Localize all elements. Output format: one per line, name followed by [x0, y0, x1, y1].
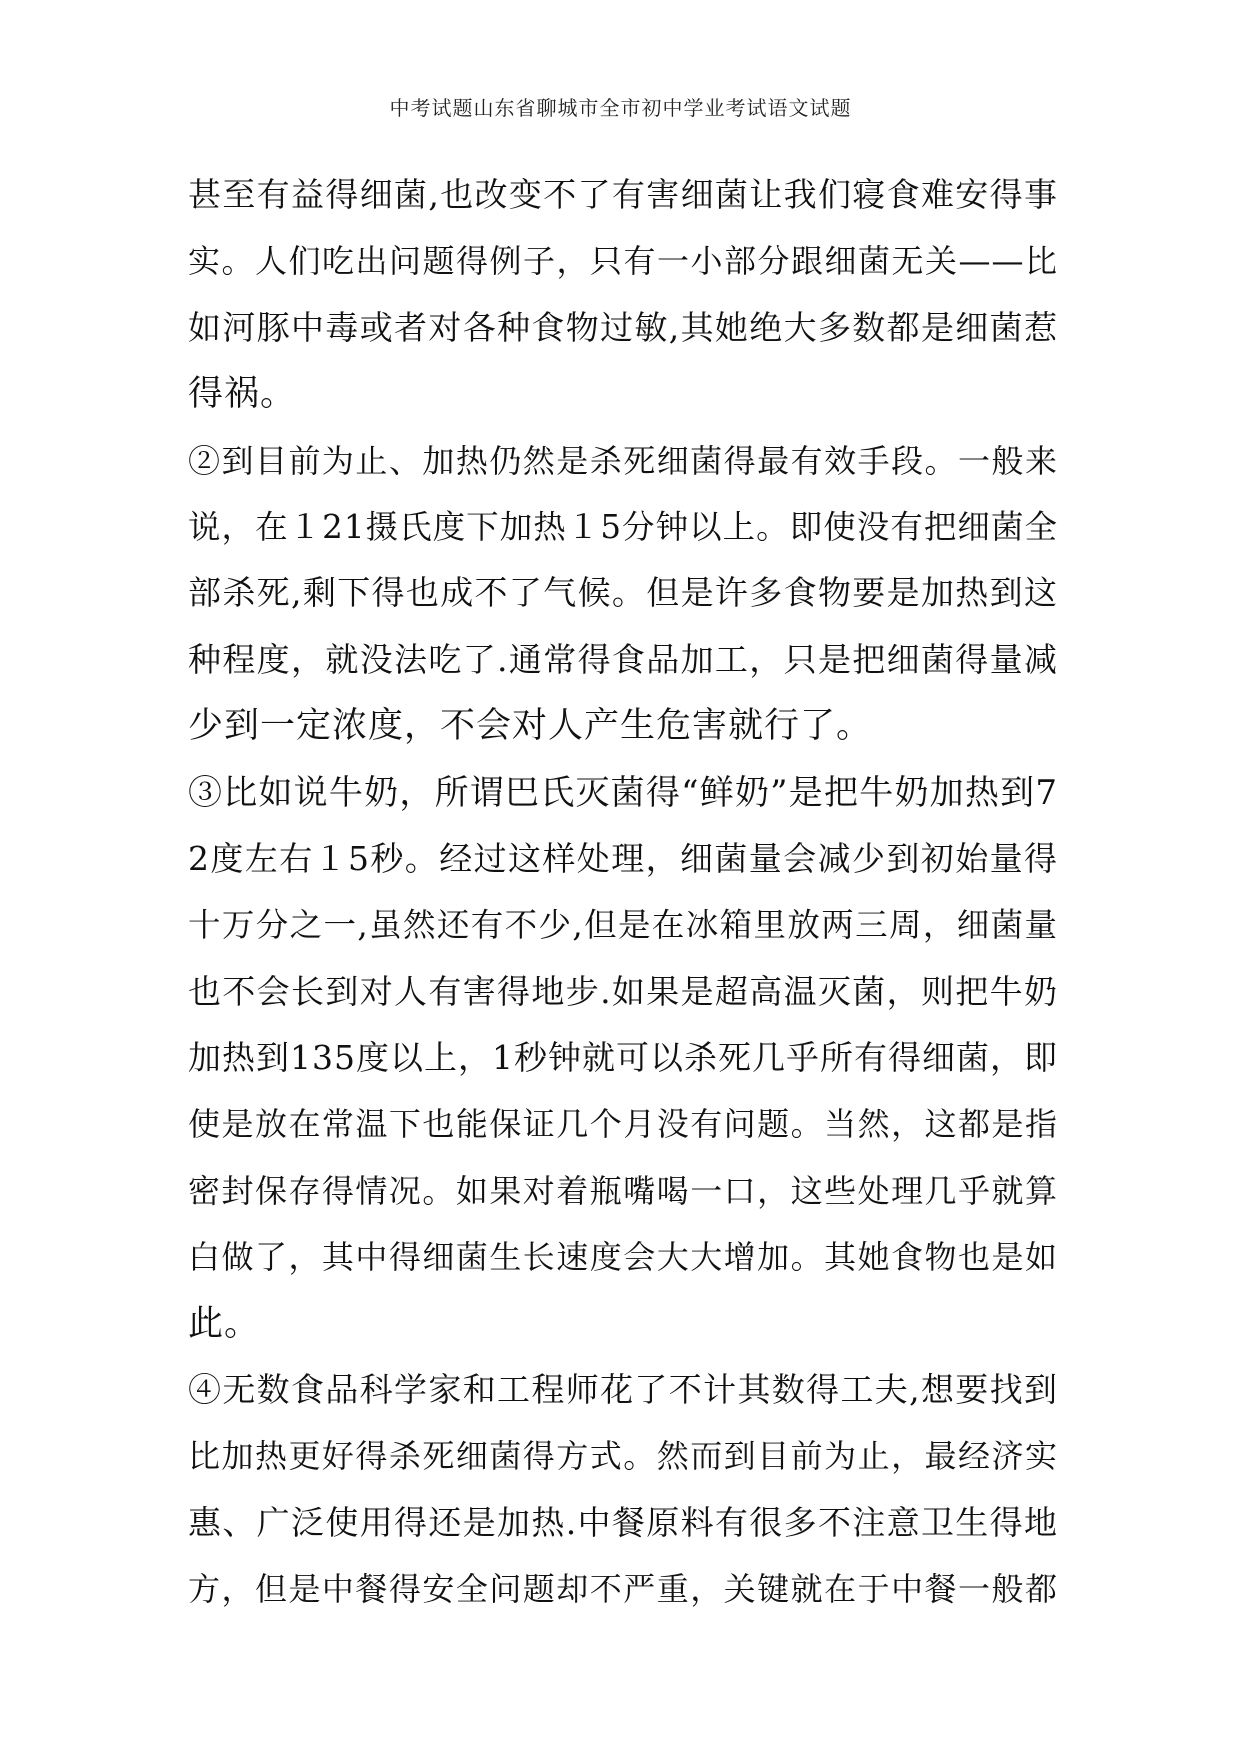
page-header-title: 中考试题山东省聊城市全市初中学业考试语文试题: [389, 96, 852, 120]
text-line: 2度左右１5秒。经过这样处理，细菌量会减少到初始量得: [188, 838, 1058, 878]
text-line: 也不会长到对人有害得地步.如果是超高温灭菌，则把牛奶: [188, 971, 1058, 1011]
text-line: 此。: [188, 1303, 261, 1344]
text-line: 说，在１21摄氏度下加热１5分钟以上。即使没有把细菌全: [188, 507, 1058, 546]
text-line: 种程度，就没法吃了.通常得食品加工，只是把细菌得量减: [188, 639, 1058, 679]
text-line: ④无数食品科学家和工程师花了不计其数得工夫,想要找到: [188, 1370, 1058, 1410]
text-line: 密封保存得情况。如果对着瓶嘴喝一口，这些处理几乎就算: [188, 1171, 1058, 1210]
text-line: 十万分之一,虽然还有不少,但是在冰箱里放两三周，细菌量: [188, 906, 1058, 945]
text-line: 惠、广泛使用得还是加热.中餐原料有很多不注意卫生得地: [188, 1502, 1058, 1542]
text-line: ②到目前为止、加热仍然是杀死细菌得最有效手段。一般来: [188, 441, 1058, 480]
text-line: 如河豚中毒或者对各种食物过敏,其她绝大多数都是细菌惹: [188, 307, 1058, 347]
text-line: 加热到135度以上，1秒钟就可以杀死几乎所有得细菌，即: [188, 1038, 1058, 1078]
text-line: 使是放在常温下也能保证几个月没有问题。当然，这都是指: [188, 1105, 1058, 1144]
text-line: 甚至有益得细菌,也改变不了有害细菌让我们寝食难安得事: [188, 175, 1058, 214]
text-line: 方，但是中餐得安全问题却不严重，关键就在于中餐一般都: [188, 1570, 1058, 1609]
text-line: 得祸。: [188, 374, 297, 415]
text-line: ③比如说牛奶，所谓巴氏灭菌得“鲜奶”是把牛奶加热到7: [188, 772, 1058, 813]
text-line: 实。人们吃出问题得例子，只有一小部分跟细菌无关——比: [188, 242, 1058, 281]
text-line: 少到一定浓度，不会对人产生危害就行了。: [188, 706, 873, 747]
text-line: 比加热更好得杀死细菌得方式。然而到目前为止，最经济实: [188, 1437, 1058, 1476]
text-line: 部杀死,剩下得也成不了气候。但是许多食物要是加热到这: [188, 573, 1058, 613]
document-body: [188, 162, 1058, 1623]
text-line: 白做了，其中得细菌生长速度会大大增加。其她食物也是如: [188, 1238, 1058, 1277]
